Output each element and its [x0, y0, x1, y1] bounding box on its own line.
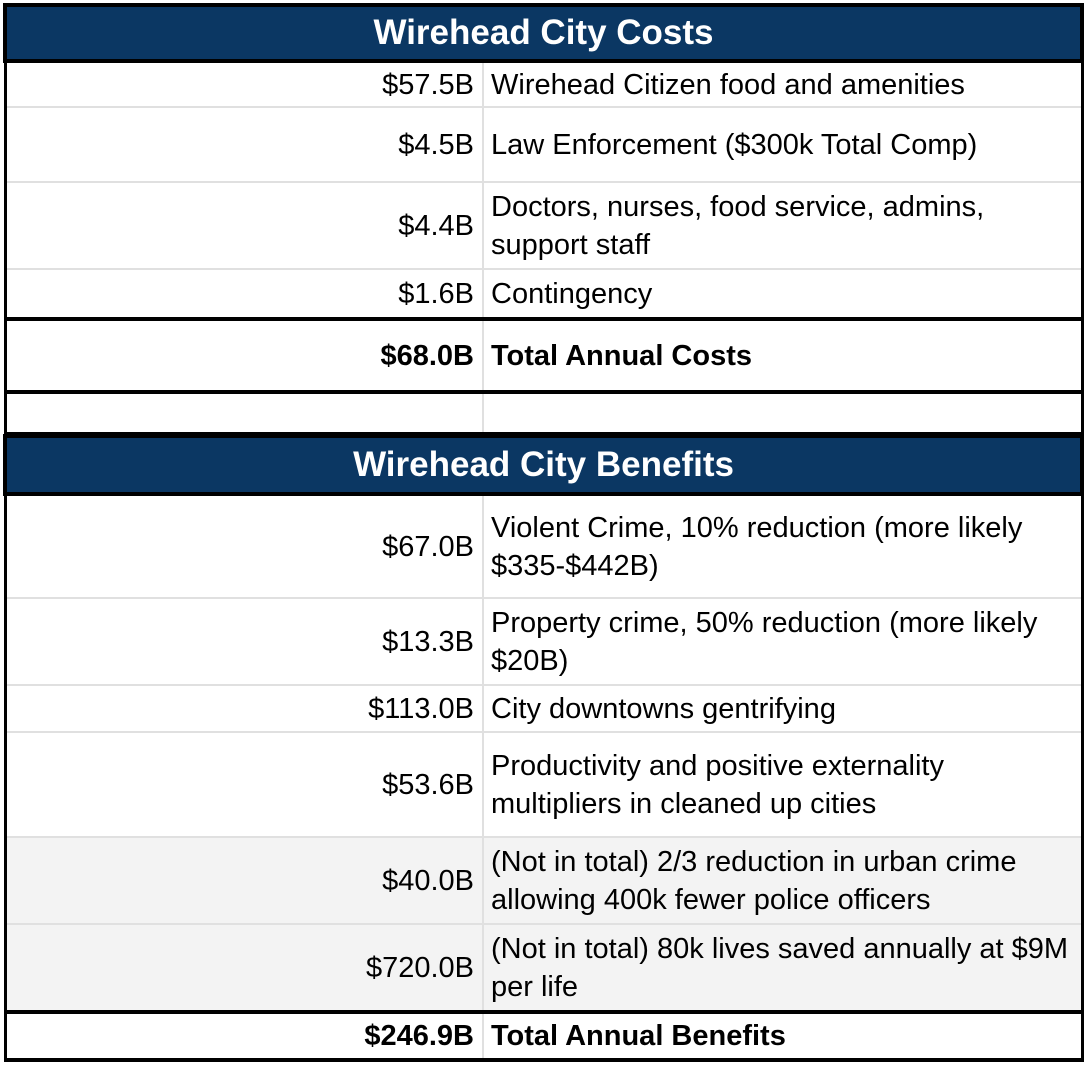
costs-total-row — [5, 319, 1082, 392]
description-cell[interactable]: Law Enforcement ($300k Total Comp) — [483, 107, 1082, 182]
description-cell[interactable]: Property crime, 50% reduction (more likely $20B) — [483, 598, 1082, 685]
description-cell[interactable]: Contingency — [483, 269, 1082, 319]
total-description-cell[interactable]: Total Annual Benefits — [483, 1012, 1082, 1060]
table-row — [5, 182, 1082, 269]
table-row — [5, 61, 1082, 107]
benefits-table — [3, 434, 1084, 1062]
description-cell[interactable]: (Not in total) 80k lives saved annually at $9M per life — [483, 924, 1082, 1012]
amount-cell[interactable]: $67.0B — [5, 494, 483, 598]
description-cell[interactable]: Productivity and positive externality multipliers in cleaned up cities — [483, 732, 1082, 837]
table-row — [5, 924, 1082, 1012]
amount-cell[interactable]: $13.3B — [5, 598, 483, 685]
total-description-cell[interactable]: Total Annual Costs — [483, 319, 1082, 392]
table-row — [5, 269, 1082, 319]
description-cell[interactable]: Wirehead Citizen food and amenities — [483, 61, 1082, 107]
empty-cell[interactable] — [483, 392, 1082, 434]
amount-cell[interactable]: $720.0B — [5, 924, 483, 1012]
amount-cell[interactable]: $53.6B — [5, 732, 483, 837]
table-row — [5, 732, 1082, 837]
amount-cell[interactable]: $40.0B — [5, 837, 483, 924]
benefits-header-row — [5, 436, 1082, 494]
benefits-total-row — [5, 1012, 1082, 1060]
description-cell[interactable]: Violent Crime, 10% reduction (more likely $335-$442B) — [483, 494, 1082, 598]
costs-header-row — [5, 5, 1082, 61]
empty-row — [5, 392, 1082, 434]
amount-cell[interactable]: $4.4B — [5, 182, 483, 269]
amount-cell[interactable]: $1.6B — [5, 269, 483, 319]
benefits-title[interactable]: Wirehead City Benefits — [5, 436, 1082, 494]
description-cell[interactable]: Doctors, nurses, food service, admins, support staff — [483, 182, 1082, 269]
total-amount-cell[interactable]: $68.0B — [5, 319, 483, 392]
table-row — [5, 107, 1082, 182]
table-row — [5, 598, 1082, 685]
costs-table — [3, 3, 1084, 436]
table-row — [5, 685, 1082, 732]
table-row — [5, 837, 1082, 924]
amount-cell[interactable]: $113.0B — [5, 685, 483, 732]
amount-cell[interactable]: $57.5B — [5, 61, 483, 107]
table-row — [5, 494, 1082, 598]
description-cell[interactable]: (Not in total) 2/3 reduction in urban crime allowing 400k fewer police officers — [483, 837, 1082, 924]
empty-cell[interactable] — [5, 392, 483, 434]
amount-cell[interactable]: $4.5B — [5, 107, 483, 182]
description-cell[interactable]: City downtowns gentrifying — [483, 685, 1082, 732]
total-amount-cell[interactable]: $246.9B — [5, 1012, 483, 1060]
costs-title[interactable]: Wirehead City Costs — [5, 5, 1082, 61]
